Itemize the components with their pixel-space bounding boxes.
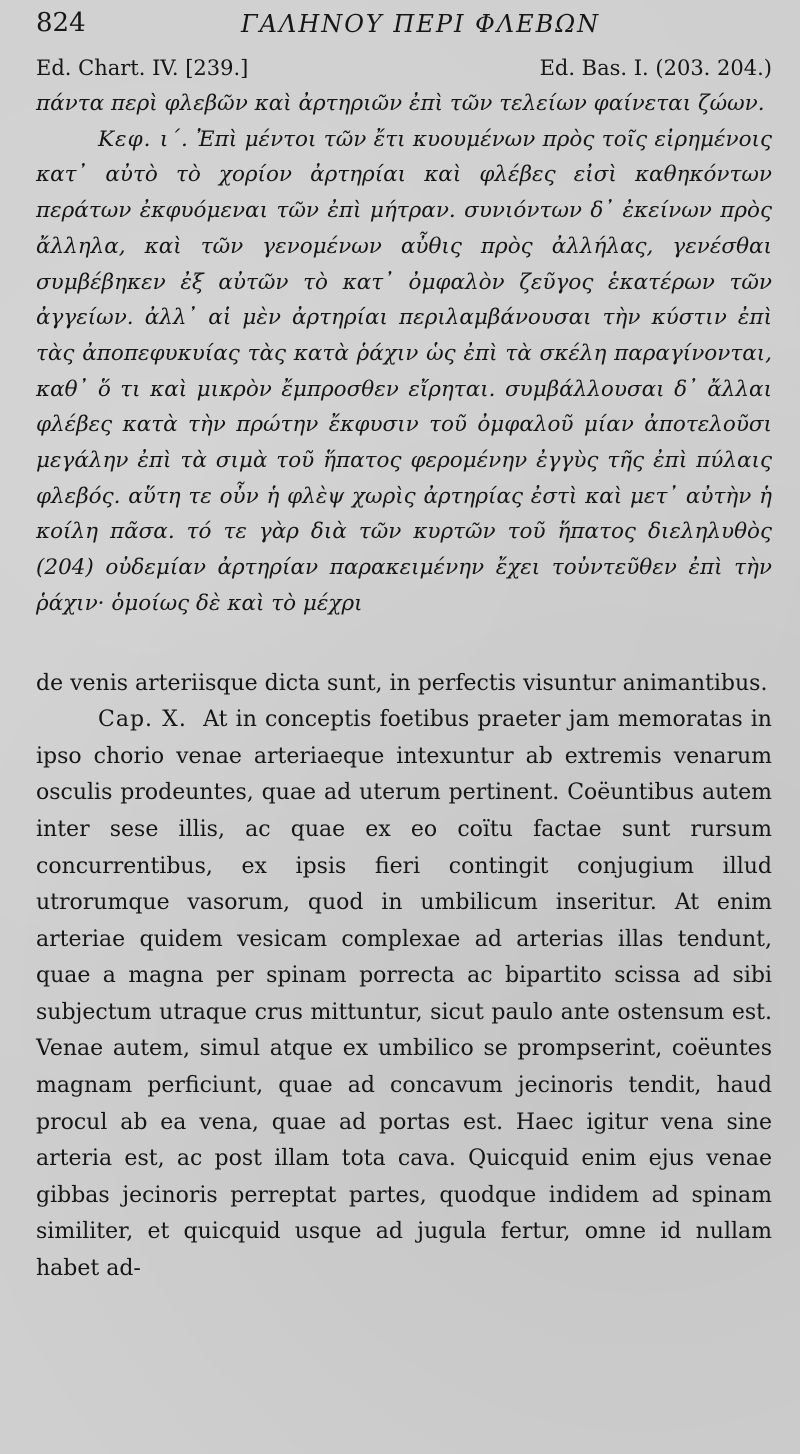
- edition-right: Ed. Bas. I. (203. 204.): [539, 56, 772, 80]
- latin-chapter-text: At in conceptis foetibus praeter jam memoratas in ipso chorio venae arteriaeque intexuntur ab extremis venarum osculis prodeuntes, quae ad uterum pertinent. Coëuntibus autem inter sese illis, ac quae ex eo coïtu factae sunt rursum concurrentibus, ex ipsis fieri contingit conjugium illud utrorumque vasorum, quod in umbilicum inseritur. At enim arteriae quidem vesicam complexae ad arterias illas tendunt, quae a magna per spinam porrecta ac bipartito scissa ad sibi subjectum utraque crus mittuntur, sicut paulo ante ostensum est. Venae autem, simul atque ex umbilico se prompserint, coëuntes magnam perficiunt, quae ad concavum jecinoris tendit, haud procul ab ea vena, quae ad portas est. Haec igitur vena sine arteria est, ac post illam tota cava. Quicquid enim ejus venae gibbas jecinoris perreptat partes, quodque indidem ad spinam similiter, et quicquid usque ad jugula fertur, omne id nullam habet ad-: [36, 707, 772, 1282]
- running-title: ΓΑΛΗΝΟΥ ΠΕΡΙ ΦΛΕΒΩΝ: [241, 10, 601, 38]
- greek-continuation: πάντα περὶ φλεβῶν καὶ ἀρτηριῶν ἐπὶ τῶν τελείων φαίνεται ζώων.: [36, 91, 765, 116]
- edition-left: Ed. Chart. IV. [239.]: [36, 56, 249, 80]
- edition-references: [36, 54, 772, 82]
- latin-text: [36, 666, 772, 1288]
- latin-continuation: de venis arteriisque dicta sunt, in perfectis visuntur animantibus.: [36, 670, 768, 696]
- greek-text: [36, 86, 772, 622]
- greek-chapter: [36, 122, 772, 622]
- greek-chapter-label: Κεφ. ι΄.: [98, 126, 189, 152]
- latin-chapter: [36, 702, 772, 1288]
- page-header: [36, 8, 772, 44]
- latin-chapter-label: Cap. X.: [98, 707, 187, 733]
- page-number: 824: [36, 8, 86, 38]
- greek-chapter-text: Ἐπὶ μέντοι τῶν ἔτι κυουμένων πρὸς τοῖς εἰρημένοις κατ᾽ αὐτὸ τὸ χορίον ἀρτηρίαι καὶ φλέβες εἰσὶ καθηκόντων περάτων ἐκφυόμεναι τῶν ἐπὶ μήτραν. συνιόντων δ᾽ ἐκείνων πρὸς ἄλληλα, καὶ τῶν γενομένων αὖθις πρὸς ἀλλήλας, γενέσθαι συμβέβηκεν ἐξ αὐτῶν τὸ κατ᾽ ὀμφαλὸν ζεῦγος ἑκατέρων τῶν ἀγγείων. ἀλλ᾽ αἱ μὲν ἀρτηρίαι περιλαμβάνουσαι τὴν κύστιν ἐπὶ τὰς ἀποπεφυκυίας τὰς κατὰ ῥάχιν ὡς ἐπὶ τὰ σκέλη παραγίνονται, καθ᾽ ὅ τι καὶ μικρὸν ἔμπροσθεν εἴρηται. συμβάλλουσαι δ᾽ ἄλλαι φλέβες κατὰ τὴν πρώτην ἔκφυσιν τοῦ ὀμφαλοῦ μίαν ἀποτελοῦσι μεγάλην ἐπὶ τὰ σιμὰ τοῦ ἥπατος φερομένην ἐγγὺς τῆς ἐπὶ πύλαις φλεβός. αὕτη τε οὖν ἡ φλὲψ χωρὶς ἀρτηρίας ἐστὶ καὶ μετ᾽ αὐτὴν ἡ κοίλη πᾶσα. τό τε γὰρ διὰ τῶν κυρτῶν τοῦ ἥπατος διεληλυθὸς (204) οὐδεμίαν ἀρτηρίαν παρακειμένην ἔχει τοὐντεῦθεν ἐπὶ τὴν ῥάχιν· ὁμοίως δὲ καὶ τὸ μέχρι: [36, 126, 772, 616]
